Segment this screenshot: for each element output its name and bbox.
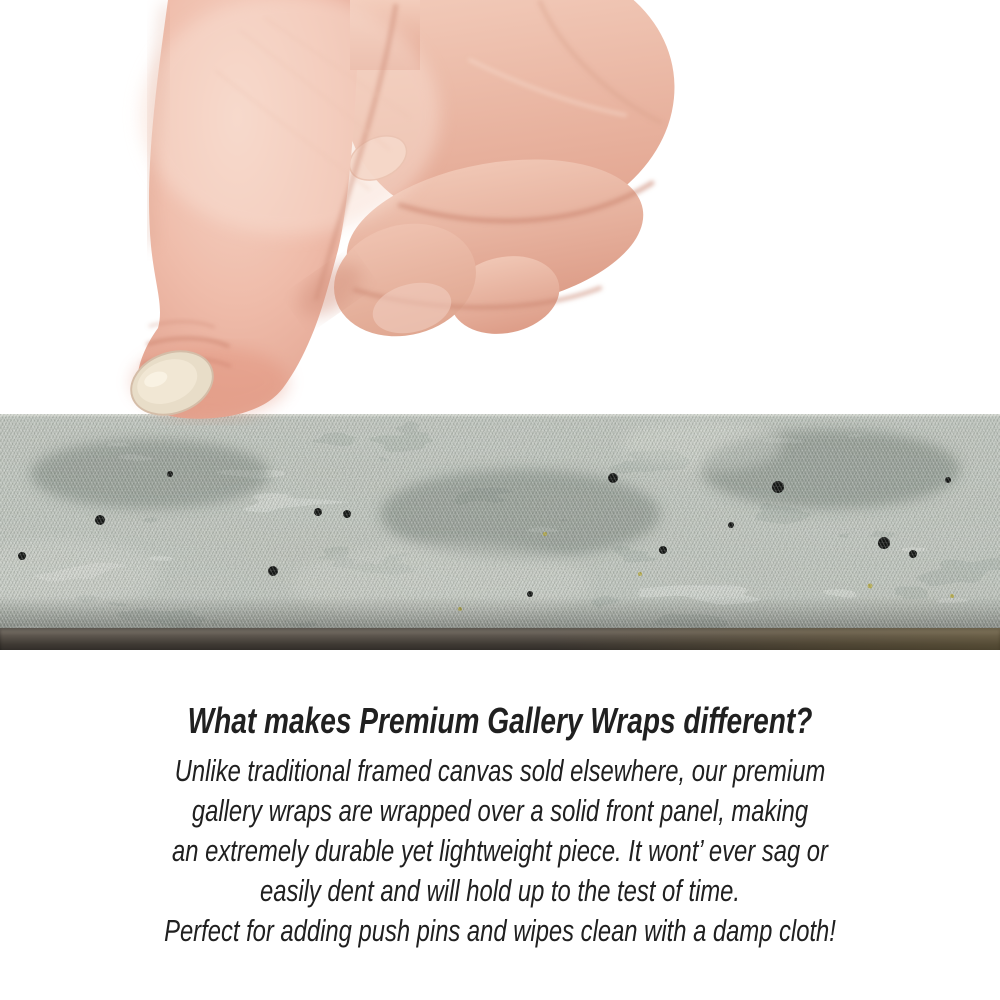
headline: What makes Premium Gallery Wraps different? (187, 700, 813, 741)
body-text-line: an extremely durable yet lightweight piece. It wont’ ever sag or (172, 834, 828, 868)
canvas-strip (0, 414, 1000, 650)
body-text-line: Perfect for adding push pins and wipes clean with a damp cloth! (164, 914, 836, 948)
canvas-weave-overlay (0, 414, 1000, 628)
body-text-line: gallery wraps are wrapped over a solid front panel, making (191, 794, 809, 828)
body-text-line: Unlike traditional framed canvas sold elsewhere, our premium (174, 754, 826, 788)
marketing-copy (110, 700, 890, 951)
hand-illustration (0, 0, 700, 432)
body-text-line: easily dent and will hold up to the test of time. (259, 874, 741, 908)
canvas-edge (0, 628, 1000, 650)
